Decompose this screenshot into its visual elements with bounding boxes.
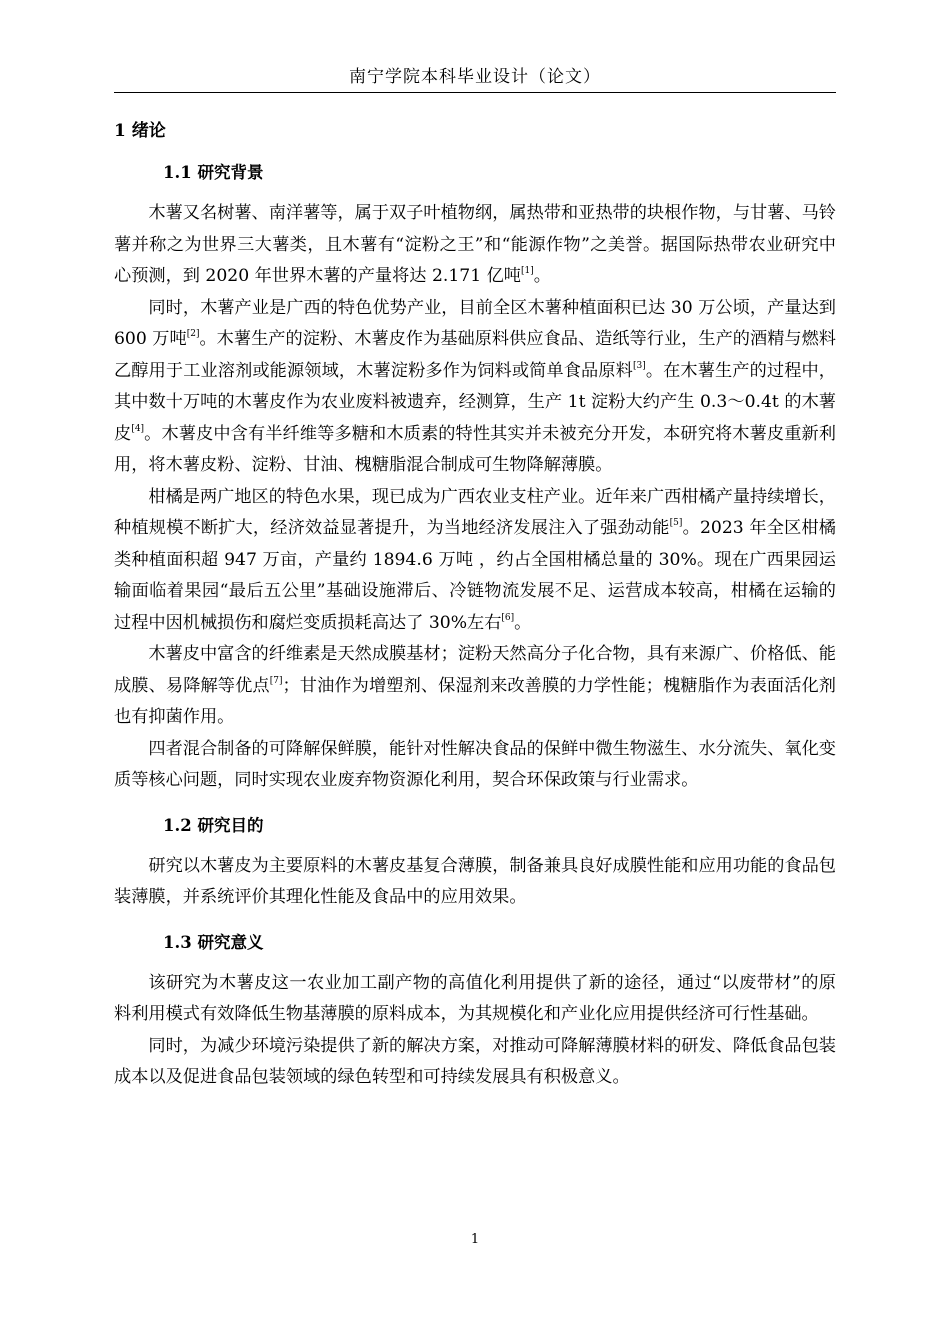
citation-reference: [3] <box>632 360 646 371</box>
paragraph-text: 。木薯皮中含有半纤维等多糖和木质素的特性其实并未被充分开发，本研究将木薯皮重新利用，将木薯皮粉、淀粉、甘油、槐糖脂混合制成可生物降解薄膜。 <box>114 423 836 475</box>
sections-container <box>114 148 836 1094</box>
citation-reference: [6] <box>501 612 515 623</box>
body-paragraph <box>114 1031 836 1094</box>
body-paragraph <box>114 851 836 914</box>
chapter-title: 1 绪论 <box>114 121 166 141</box>
body-paragraph <box>114 198 836 293</box>
section-heading: 1.3 研究意义 <box>163 932 264 952</box>
section-heading: 1.1 研究背景 <box>163 163 264 182</box>
paragraph-text: 。木薯生产的淀粉、木薯皮作为基础原料供应食品、造纸等行业，生产的酒精与燃料乙醇用于工业溶剂或能源领域，木薯淀粉多作为饲料或简单食品原料 <box>114 329 836 381</box>
citation-reference: [4] <box>131 423 145 434</box>
body-paragraph <box>114 639 836 734</box>
document-body <box>114 114 836 1094</box>
body-paragraph <box>114 734 836 797</box>
paragraph-text: 同时，为减少环境污染提供了新的解决方案，对推动可降解薄膜材料的研发、降低食品包装成本以及促进食品包装领域的绿色转型和可持续发展具有积极意义。 <box>114 1035 836 1087</box>
page-number: 1 <box>470 1232 480 1247</box>
paragraph-text: 四者混合制备的可降解保鲜膜，能针对性解决食品的保鲜中微生物滋生、水分流失、氧化变质等核心问题，同时实现农业废弃物资源化利用，契合环保政策与行业需求。 <box>114 738 836 790</box>
paragraph-text: 。在木薯生产的过程中，其中数十万吨的木薯皮作为农业废料被遗弃，经测算，生产 1t 淀粉大约产生 0.3～0.4t 的木薯皮 <box>114 360 836 444</box>
body-paragraph <box>114 482 836 640</box>
body-paragraph <box>114 293 836 482</box>
citation-reference: [2] <box>186 329 200 339</box>
paragraph-text: 木薯皮中富含的纤维素是天然成膜基材；淀粉天然高分子化合物，具有来源广、价格低、能成膜、易降解等优点 <box>114 644 836 696</box>
header-title: 南宁学院本科毕业设计（论文） <box>349 67 601 87</box>
citation-reference: [5] <box>669 518 683 528</box>
paragraph-text: 同时，木薯产业是广西的特色优势产业，目前全区木薯种植面积已达 30 万公顷，产量达到 600 万吨 <box>114 297 836 349</box>
paragraph-text: 。 <box>514 612 532 633</box>
page-header <box>114 64 836 93</box>
section-heading: 1.2 研究目的 <box>163 815 264 835</box>
paragraph-text: 。2023 年全区柑橘类种植面积超 947 万亩，产量约 1894.6 万吨 ，约占全国柑橘总量的 30%。现在广西果园运输面临着果园“最后五公里”基础设施滞后、冷链物流发展不足、运营成本较高，柑橘在运输的过程中因机械损伤和腐烂变质损耗高达了 30%左右 <box>114 518 836 633</box>
paragraph-text: 该研究为木薯皮这一农业加工副产物的高值化利用提供了新的途径，通过“以废带材”的原料利用模式有效降低生物基薄膜的原料成本，为其规模化和产业化应用提供经济可行性基础。 <box>114 972 836 1024</box>
paragraph-text: 。 <box>533 266 551 286</box>
paragraph-text: ；甘油作为增塑剂、保湿剂来改善膜的力学性能；槐糖脂作为表面活化剂也有抑菌作用。 <box>114 675 836 727</box>
body-paragraph <box>114 968 836 1031</box>
citation-reference: [1] <box>521 266 534 276</box>
paragraph-text: 柑橘是两广地区的特色水果，现已成为广西农业支柱产业。近年来广西柑橘产量持续增长，种植规模不断扩大，经济效益显著提升，为当地经济发展注入了强劲动能 <box>114 486 836 538</box>
citation-reference: [7] <box>269 675 283 686</box>
paragraph-text: 木薯又名树薯、南洋薯等，属于双子叶植物纲，属热带和亚热带的块根作物，与甘薯、马铃薯并称之为世界三大薯类，且木薯有“淀粉之王”和“能源作物”之美誉。据国际热带农业研究中心预测，到 2020 年世界木薯的产量将达 2.171 亿吨 <box>114 203 836 286</box>
paragraph-text: 研究以木薯皮为主要原料的木薯皮基复合薄膜，制备兼具良好成膜性能和应用功能的食品包装薄膜，并系统评价其理化性能及食品中的应用效果。 <box>114 855 836 907</box>
